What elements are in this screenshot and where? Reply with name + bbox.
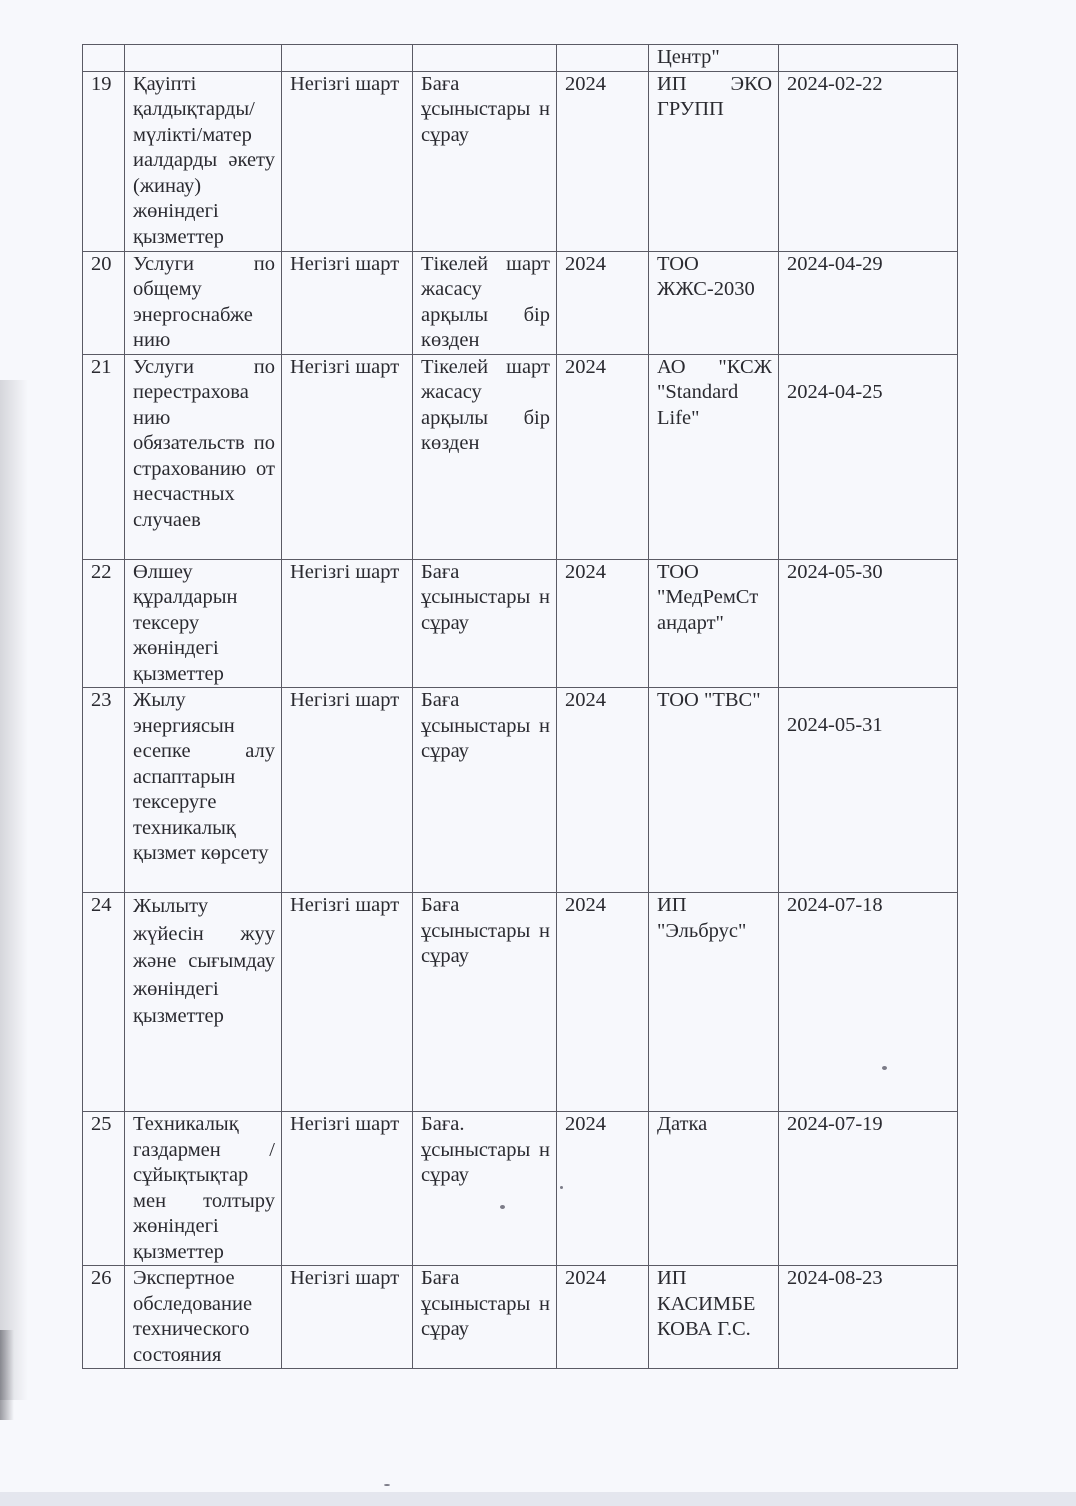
description-cell: Услуги по перестрахова нию обязательств по страхованию от несчастных случаев <box>125 354 282 559</box>
contractor-cell: АО "КСЖ "Standard Life" <box>649 354 779 559</box>
row-number-cell: 23 <box>83 688 125 893</box>
method-cell: Баға ұсыныстары н сұрау <box>413 559 557 688</box>
scan-speck <box>560 1186 563 1189</box>
row-number-cell: 26 <box>83 1266 125 1369</box>
description-cell: Өлшеу құралдарын тексеру жөніндегі қызметтер <box>125 559 282 688</box>
date-cell: 2024-04-25 <box>787 380 883 403</box>
description-cell: Экспертное обследование технического состояния <box>125 1266 282 1369</box>
table-row <box>83 1112 958 1266</box>
year-cell: 2024 <box>557 1112 649 1266</box>
table-row <box>83 71 958 251</box>
year-cell: 2024 <box>557 559 649 688</box>
table-row <box>83 354 958 559</box>
method-cell: Тікелей шарт жасасу арқылы бір көзден <box>413 251 557 354</box>
scan-speck <box>500 1205 505 1209</box>
year-cell: 2024 <box>557 893 649 1112</box>
scan-speck <box>882 1066 887 1070</box>
table-row <box>83 251 958 354</box>
year-cell: 2024 <box>557 1266 649 1369</box>
basis-cell: Негізгі шарт <box>282 893 413 1112</box>
date-cell: 2024-02-22 <box>779 71 958 251</box>
year-cell: 2024 <box>557 71 649 251</box>
basis-cell: Негізгі шарт <box>282 354 413 559</box>
row-number-cell: 22 <box>83 559 125 688</box>
contractor-cell: ТОО ЖЖС-2030 <box>649 251 779 354</box>
basis-cell: Негізгі шарт <box>282 559 413 688</box>
table-row <box>83 1266 958 1369</box>
contractor-cell: ИП "Эльбрус" <box>649 893 779 1112</box>
method-cell: Баға ұсыныстары н сұрау <box>413 71 557 251</box>
scan-shadow <box>0 1330 14 1420</box>
table-row <box>83 559 958 688</box>
table-row <box>83 688 958 893</box>
table-row <box>83 45 958 72</box>
year-cell: 2024 <box>557 354 649 559</box>
year-cell: 2024 <box>557 251 649 354</box>
row-number-cell: 25 <box>83 1112 125 1266</box>
basis-cell: Негізгі шарт <box>282 1266 413 1369</box>
row-number-cell: 19 <box>83 71 125 251</box>
page-bottom-edge <box>0 1492 1076 1506</box>
method-cell: Баға ұсыныстары н сұрау <box>413 1266 557 1369</box>
description-cell: Жылыту жүйесін жуу және сығымдау жөніндегі қызметтер <box>125 893 282 1112</box>
method-cell: Баға ұсыныстары н сұрау <box>413 893 557 1112</box>
contractor-cell: ИП ЭКО ГРУПП <box>649 71 779 251</box>
basis-cell: Негізгі шарт <box>282 71 413 251</box>
description-cell: Услуги по общему энергоснабже нию <box>125 251 282 354</box>
table-row <box>83 893 958 1112</box>
date-cell: 2024-07-18 <box>779 893 958 1112</box>
procurement-table <box>82 44 958 1369</box>
contractor-cell: ИП КАСИМБЕ КОВА Г.С. <box>649 1266 779 1369</box>
date-cell: 2024-04-29 <box>779 251 958 354</box>
date-cell: 2024-05-30 <box>779 559 958 688</box>
contractor-cell: Датка <box>649 1112 779 1266</box>
basis-cell: Негізгі шарт <box>282 1112 413 1266</box>
row-number-cell: 21 <box>83 354 125 559</box>
year-cell: 2024 <box>557 688 649 893</box>
date-cell: 2024-07-19 <box>779 1112 958 1266</box>
date-cell: 2024-05-31 <box>787 714 883 736</box>
row-number-cell: 20 <box>83 251 125 354</box>
description-cell: Техникалық газдармен / сұйықтықтар мен толтыру жөніндегі қызметтер <box>125 1112 282 1266</box>
date-cell: 2024-08-23 <box>779 1266 958 1369</box>
contractor-cell: ТОО "МедРемСт андарт" <box>649 559 779 688</box>
scan-shadow <box>0 380 28 1400</box>
method-cell: Баға ұсыныстары н сұрау <box>413 688 557 893</box>
description-cell: Қауіпті қалдықтарды/ мүлікті/матер иалдарды әкету (жинау) жөніндегі қызметтер <box>125 71 282 251</box>
description-cell: Жылу энергиясын есепке алу аспаптарын тексеруге техникалық қызмет көрсету <box>125 688 282 893</box>
basis-cell: Негізгі шарт <box>282 251 413 354</box>
contractor-cell: ТОО "ТВС" <box>649 688 779 893</box>
method-cell: Тікелей шарт жасасу арқылы бір көзден <box>413 354 557 559</box>
basis-cell: Негізгі шарт <box>282 688 413 893</box>
contractor-cell: Центр" <box>657 46 720 68</box>
method-cell: Баға. ұсыныстары н сұрау <box>413 1112 557 1266</box>
row-number-cell: 24 <box>83 893 125 1112</box>
scan-speck <box>384 1484 390 1486</box>
